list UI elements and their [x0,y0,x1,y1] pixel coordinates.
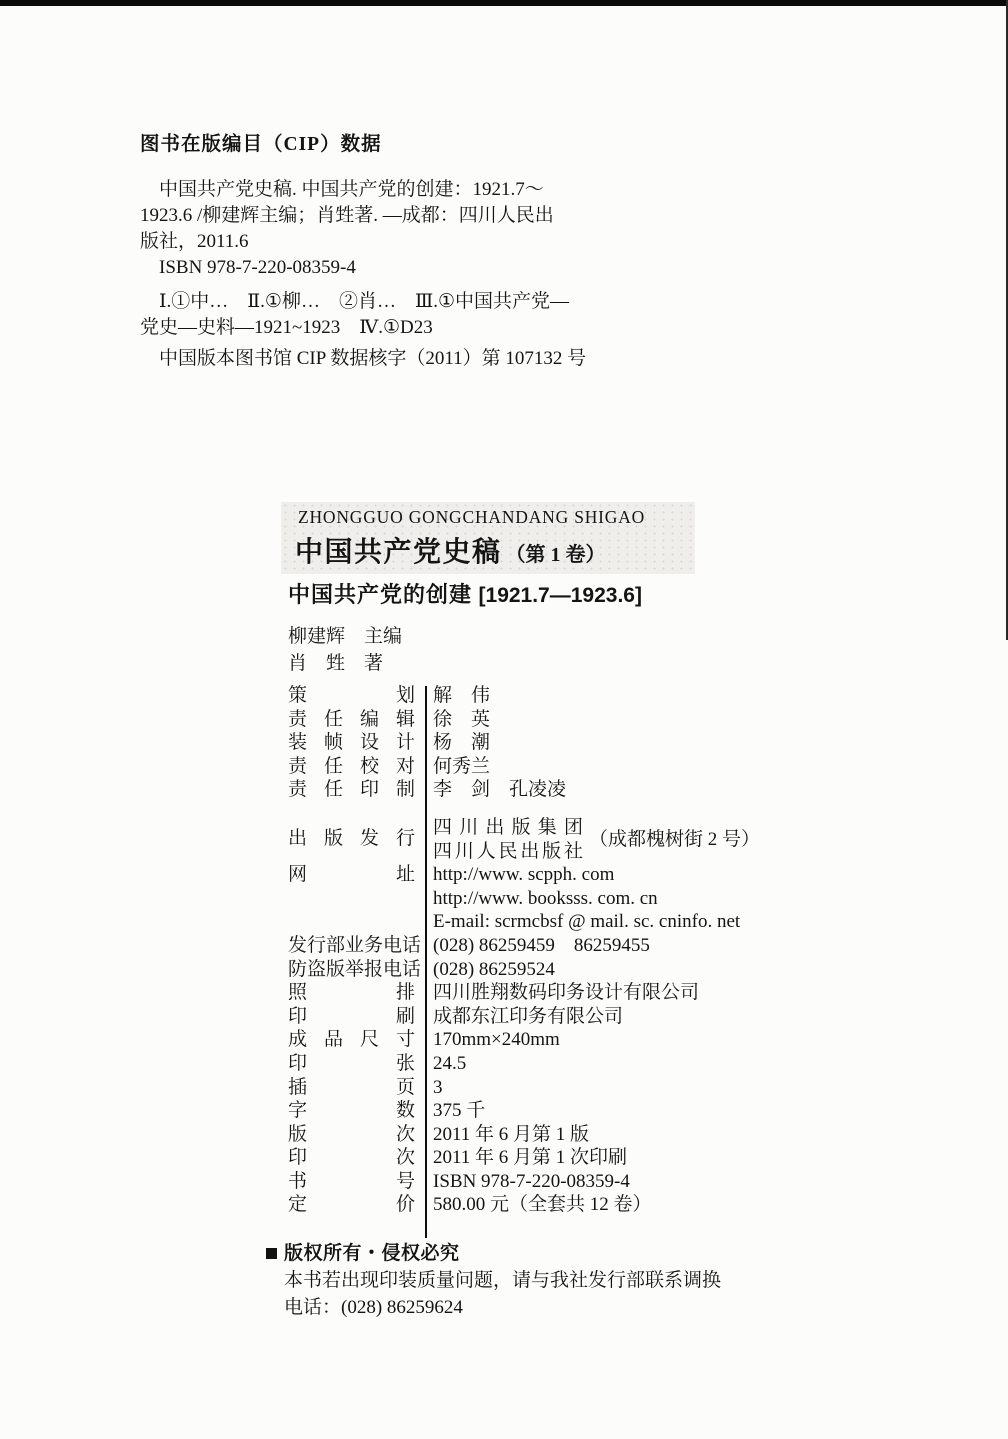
cip-isbn-line: ISBN 978-7-220-08359-4 [140,257,356,278]
table-row [288,887,848,911]
row-label: 版 次 [288,1123,415,1145]
row-label: 防盗版举报电话 [288,958,422,980]
row-value: 李 剑 孔凌凌 [433,779,567,801]
table-row [288,1005,848,1029]
contact-phone: 电话：(028) 86259624 [284,1297,463,1318]
table-row [288,1099,848,1123]
table-row [288,1052,848,1076]
table-row [288,684,848,708]
title-pinyin: ZHONGGUO GONGCHANDANG SHIGAO [298,507,646,527]
row-label: 装帧设计 [288,732,415,754]
row-label: 插 页 [288,1076,415,1098]
subtitle-date-range: [1921.7—1923.6] [478,584,642,607]
table-row [288,910,848,934]
table-row [288,863,848,887]
row-value: 2011 年 6 月第 1 次印刷 [433,1147,628,1169]
table-row [288,1146,848,1170]
publisher-address-note: （成都槐树街 2 号） [589,828,761,850]
row-label: 责任编辑 [288,708,415,730]
book-subtitle: 中国共产党的创建 [288,582,479,607]
row-label: 印 刷 [288,1005,415,1027]
table-row [288,1123,848,1147]
filled-square-bullet-icon [266,1248,277,1259]
row-value-isbn: ISBN 978-7-220-08359-4 [433,1170,630,1192]
book-main-title: 中国共产党史稿 [295,537,502,568]
publisher-names [433,816,583,863]
row-value: 解 伟 [433,685,491,706]
row-label: 责任校对 [288,755,415,777]
row-label: 网 址 [288,864,415,886]
table-row [288,934,848,958]
row-value: (028) 86259459 86259455 [433,934,650,956]
row-label: 书 号 [288,1170,415,1192]
table-row [288,1170,848,1194]
cip-record-number: 中国版本图书馆 CIP 数据核字（2011）第 107132 号 [140,348,587,369]
cip-block [140,132,760,372]
table-row [288,708,848,732]
row-value: 375 千 [433,1100,486,1122]
row-value: 2011 年 6 月第 1 版 [433,1123,590,1145]
table-row [288,958,848,982]
row-value: 何秀兰 [433,755,491,777]
main-title-line [295,530,606,570]
row-value: 四川胜翔数码印务设计有限公司 [433,982,700,1004]
column-divider-line [425,686,427,1238]
cip-class-line: Ⅰ.①中… Ⅱ.①柳… ②肖… Ⅲ.①中国共产党— [140,291,570,312]
copyright-notice [266,1240,721,1321]
row-label: 出版发行 [288,827,415,849]
row-label: 照 排 [288,982,415,1004]
publisher-group-name: 四川出版集团 [433,816,583,838]
row-value: 170mm×240mm [433,1029,560,1051]
cip-line: 1923.6 /柳建辉主编；肖甡著. —成都：四川人民出 [140,205,554,226]
cip-classification [140,289,760,341]
cip-line: 版社，2011.6 [140,231,249,252]
table-row [288,1193,848,1217]
publisher-name: 四川人民出版社 [433,840,583,862]
table-row [288,778,848,802]
copyright-statement: 版权所有・侵权必究 [284,1243,460,1264]
cip-heading: 图书在版编目（CIP）数据 [140,134,382,155]
row-label: 发行部业务电话 [288,934,422,956]
cip-paragraph [140,177,760,281]
row-label: 字 数 [288,1100,415,1122]
row-label: 责任印制 [288,779,415,801]
row-label: 定 价 [288,1194,415,1216]
subtitle-line [288,578,642,609]
publisher-row [288,816,848,863]
table-row [288,731,848,755]
row-value-url: http://www. booksss. com. cn [433,887,658,909]
colophon-table [288,684,848,1217]
row-label: 印 次 [288,1147,415,1169]
row-value: 徐 英 [433,708,491,730]
table-row [288,1028,848,1052]
cip-line: 中国共产党史稿. 中国共产党的创建：1921.7～ [140,179,544,200]
row-value-url: http://www. scpph. com [433,864,615,886]
row-value: (028) 86259524 [433,958,555,980]
row-value: 成都东江印务有限公司 [433,1005,624,1027]
row-value: 24.5 [433,1052,467,1074]
table-row [288,755,848,779]
row-value: 3 [433,1076,443,1098]
row-value-price: 580.00 元（全套共 12 卷） [433,1194,652,1216]
editor-credit: 柳建辉 主编 [288,626,403,647]
row-label: 印 张 [288,1052,415,1074]
publisher-value [415,816,760,863]
row-label: 策 划 [288,685,415,706]
volume-number: （第 1 卷） [505,544,606,566]
row-label: 成品尺寸 [288,1029,415,1051]
quality-exchange-note: 本书若出现印装质量问题，请与我社发行部联系调换 [284,1270,722,1291]
copyright-line [266,1240,721,1267]
scan-top-edge-artifact [0,0,1008,6]
row-value: 杨 潮 [433,732,491,754]
cip-class-line: 党史—史料—1921~1923 Ⅳ.①D23 [140,317,433,338]
table-row [288,981,848,1005]
row-value-email: E-mail: scrmcbsf @ mail. sc. cninfo. net [433,911,741,933]
author-credit: 肖 甡 著 [288,653,384,674]
table-row [288,1076,848,1100]
